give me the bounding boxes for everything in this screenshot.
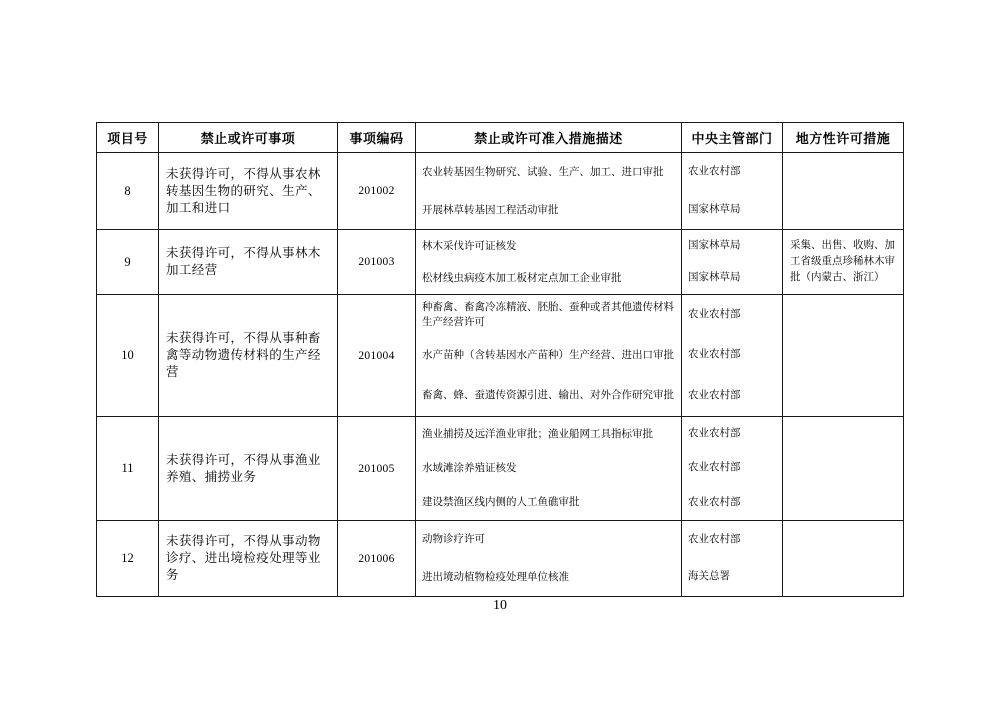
department-text: 农业农村部	[688, 389, 741, 401]
cell-matter	[159, 295, 338, 417]
measure-item	[416, 335, 681, 375]
cell-code: 201004	[338, 295, 416, 417]
measure-text: 渔业捕捞及远洋渔业审批；渔业船网工具指标审批	[422, 428, 653, 440]
cell-measures	[416, 521, 682, 596]
cell-local-measure	[783, 230, 903, 295]
department-item	[682, 153, 782, 191]
department-item	[682, 262, 782, 294]
cell-matter	[159, 417, 338, 521]
cell-matter	[159, 521, 338, 596]
measure-item	[416, 262, 681, 294]
cell-code: 201005	[338, 417, 416, 521]
department-text: 国家林草局	[688, 204, 741, 215]
measure-text: 开展林草转基因工程活动审批	[422, 204, 559, 216]
cell-code: 201002	[338, 153, 416, 230]
cell-item-number: 12	[97, 521, 159, 596]
measure-text: 动物诊疗许可	[422, 534, 485, 546]
department-item	[682, 335, 782, 375]
measure-text: 建设禁渔区线内侧的人工鱼礁审批	[422, 497, 580, 509]
header-cell: 地方性许可措施	[783, 123, 903, 153]
measure-item	[416, 451, 681, 485]
measure-item	[416, 376, 681, 416]
cell-matter	[159, 230, 338, 295]
measure-item	[416, 521, 681, 559]
cell-measures	[416, 417, 682, 521]
department-text: 农业农村部	[688, 428, 741, 440]
measure-text: 水域滩涂养殖证核发	[422, 462, 517, 474]
measure-item	[416, 191, 681, 229]
department-item	[682, 451, 782, 485]
cell-local-measure	[783, 417, 903, 521]
table-row	[97, 295, 903, 417]
matter-text: 未获得许可，不得从事农林转基因生物的研究、生产、加工和进口	[166, 166, 321, 215]
cell-measures	[416, 153, 682, 230]
cell-matter	[159, 153, 338, 230]
department-item	[682, 559, 782, 597]
department-item	[682, 191, 782, 229]
department-item	[682, 376, 782, 416]
measure-item	[416, 295, 681, 335]
matter-text: 未获得许可，不得从事林木加工经营	[166, 246, 321, 277]
measure-text: 松材线虫病疫木加工板材定点加工企业审批	[422, 272, 622, 284]
table-row	[97, 521, 903, 596]
cell-departments	[682, 295, 783, 417]
cell-local-measure	[783, 153, 903, 230]
department-text: 农业农村部	[688, 309, 741, 321]
cell-measures	[416, 295, 682, 417]
cell-item-number: 10	[97, 295, 159, 417]
table-row	[97, 153, 903, 230]
table-row	[97, 417, 903, 521]
department-text: 农业农村部	[688, 349, 741, 361]
header-cell: 中央主管部门	[682, 123, 783, 153]
department-item	[682, 230, 782, 262]
cell-local-measure	[783, 295, 903, 417]
department-text: 农业农村部	[688, 496, 741, 508]
department-text: 农业农村部	[688, 533, 741, 545]
cell-departments	[682, 417, 783, 521]
department-text: 国家林草局	[688, 272, 741, 283]
department-item	[682, 295, 782, 335]
cell-measures	[416, 230, 682, 295]
header-cell: 禁止或许可事项	[159, 123, 338, 153]
measure-item	[416, 153, 681, 191]
department-text: 海关总署	[688, 571, 730, 583]
cell-departments	[682, 521, 783, 596]
department-text: 国家林草局	[688, 240, 741, 251]
measure-item	[416, 486, 681, 520]
negative-list-table	[96, 122, 904, 597]
measure-text: 进出境动植物检疫处理单位核准	[422, 571, 569, 583]
page-number: 10	[493, 598, 507, 613]
measure-text: 种畜禽、畜禽冷冻精液、胚胎、蚕种或者其他遗传材料生产经营许可	[422, 302, 674, 329]
measure-item	[416, 559, 681, 597]
table-header-row	[97, 123, 903, 153]
cell-departments	[682, 153, 783, 230]
measure-text: 农业转基因生物研究、试验、生产、加工、进口审批	[422, 166, 664, 178]
matter-text: 未获得许可，不得从事种畜禽等动物遗传材料的生产经营	[166, 331, 321, 379]
cell-departments	[682, 230, 783, 295]
measure-item	[416, 417, 681, 451]
department-item	[682, 486, 782, 520]
cell-code: 201003	[338, 230, 416, 295]
cell-code: 201006	[338, 521, 416, 596]
cell-local-measure	[783, 521, 903, 596]
department-text: 农业农村部	[688, 166, 741, 177]
measure-text: 畜禽、蜂、蚕遗传资源引进、输出、对外合作研究审批	[422, 390, 674, 402]
table-row	[97, 230, 903, 295]
department-item	[682, 521, 782, 559]
header-cell: 禁止或许可准入措施描述	[416, 123, 682, 153]
local-measure-text: 采集、出售、收购、加工省级重点珍稀林木审批（内蒙古、浙江）	[790, 240, 895, 283]
table-rows	[97, 153, 903, 596]
matter-text: 未获得许可，不得从事动物诊疗、进出境检疫处理等业务	[166, 534, 321, 582]
cell-item-number: 11	[97, 417, 159, 521]
department-item	[682, 417, 782, 451]
header-cell: 项目号	[97, 123, 159, 153]
measure-item	[416, 230, 681, 262]
measure-text: 林木采伐许可证核发	[422, 240, 517, 252]
cell-item-number: 9	[97, 230, 159, 295]
matter-text: 未获得许可，不得从事渔业养殖、捕捞业务	[166, 452, 321, 484]
measure-text: 水产苗种（含转基因水产苗种）生产经营、进出口审批	[422, 349, 674, 361]
department-text: 农业农村部	[688, 462, 741, 474]
header-cell: 事项编码	[338, 123, 416, 153]
cell-item-number: 8	[97, 153, 159, 230]
